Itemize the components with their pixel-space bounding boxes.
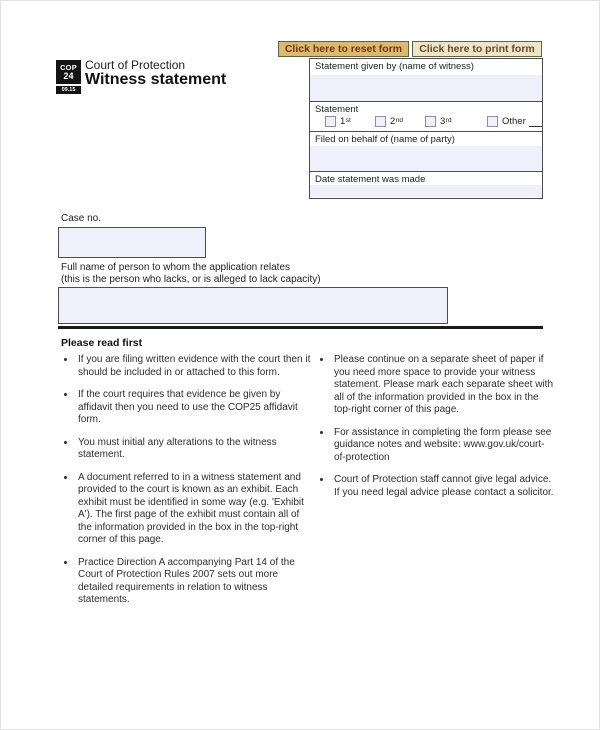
checkbox-3rd[interactable] — [425, 116, 436, 127]
badge-version: 09.15 — [56, 86, 81, 94]
case-no-label: Case no. — [61, 213, 102, 224]
checkbox-option-2nd[interactable] — [375, 116, 403, 127]
notes-left-column — [61, 354, 313, 617]
note-item: • You must initial any alterations to the witness statement. — [76, 437, 313, 462]
statement-given-by-section — [310, 59, 542, 102]
statement-checkbox-row — [310, 115, 542, 132]
filed-on-behalf-section — [310, 132, 542, 172]
court-name: Court of Protection — [85, 58, 186, 72]
date-statement-label: Date statement was made — [315, 174, 426, 185]
checkbox-2nd-label: 2 — [390, 116, 396, 127]
note-item: • Please continue on a separate sheet of paper if you need more space to provide your witness statement. Please mark each separate sheet with all of the information provided in the box in the top-right corner of this page. — [332, 354, 555, 417]
print-form-button-label: Click here to print form — [419, 43, 535, 55]
statement-number-section — [310, 102, 542, 132]
note-item: • Practice Direction A accompanying Part 14 of the Court of Protection Rules 2007 sets out more detailed requirements in relation to witness statements. — [76, 557, 313, 607]
notes-right-column — [317, 354, 555, 509]
checkbox-2nd[interactable] — [375, 116, 386, 127]
checkbox-2nd-sup: nd — [395, 117, 404, 125]
checkbox-3rd-sup: rd — [445, 117, 452, 125]
statement-label: Statement — [315, 104, 359, 115]
case-no-field[interactable] — [58, 227, 206, 258]
checkbox-option-other[interactable] — [487, 116, 542, 127]
full-name-label — [61, 262, 321, 286]
date-statement-section — [310, 172, 542, 197]
reset-form-button[interactable] — [278, 41, 409, 57]
note-item: • A document referred to in a witness statement and provided to the court is known as an exhibit. Each exhibit must be identified in some way (e.g. 'Exhibit A'). The first page of the exhibit must contain all of the information provided in the box in the top-right corner of this page. — [76, 472, 313, 547]
checkbox-option-1st[interactable] — [325, 116, 351, 127]
checkbox-3rd-label: 3 — [440, 116, 446, 127]
reset-form-button-label: Click here to reset form — [284, 43, 403, 55]
note-item: • For assistance in completing the form please see guidance notes and website: www.gov.uk/court-of-protection — [332, 427, 555, 465]
cop24-badge — [56, 60, 81, 84]
checkbox-other[interactable] — [487, 116, 498, 127]
section-divider-rule — [58, 326, 543, 329]
date-statement-field[interactable] — [310, 185, 542, 197]
statement-details-box — [309, 58, 543, 199]
please-read-first-heading: Please read first — [61, 337, 143, 349]
note-item: • If the court requires that evidence be given by affidavit then you need to use the COP25 affidavit form. — [76, 389, 313, 427]
checkbox-other-label: Other — [502, 116, 526, 127]
statement-given-by-label: Statement given by (name of witness) — [315, 61, 474, 72]
full-name-label-line2: (this is the person who lacks, or is alleged to lack capacity) — [61, 274, 321, 285]
filed-on-behalf-label: Filed on behalf of (name of party) — [315, 134, 455, 145]
checkbox-1st-sup: st — [345, 117, 351, 125]
page-title: Witness statement — [85, 71, 227, 88]
note-item: • Court of Protection staff cannot give legal advice. If you need legal advice please contact a solicitor. — [332, 474, 555, 499]
checkbox-1st-label: 1 — [340, 116, 346, 127]
badge-number: 24 — [63, 70, 74, 81]
other-write-in-line[interactable] — [529, 117, 542, 127]
statement-given-by-field[interactable] — [310, 75, 542, 101]
checkbox-option-3rd[interactable] — [425, 116, 452, 127]
filed-on-behalf-field[interactable] — [310, 146, 542, 171]
checkbox-1st[interactable] — [325, 116, 336, 127]
badge-cop-text: COP — [60, 63, 77, 72]
full-name-label-line1: Full name of person to whom the application relates — [61, 262, 291, 273]
note-item: • If you are filing written evidence with the court then it should be included in or attached to this form. — [76, 354, 313, 379]
full-name-field[interactable] — [58, 287, 448, 324]
print-form-button[interactable] — [412, 41, 542, 57]
